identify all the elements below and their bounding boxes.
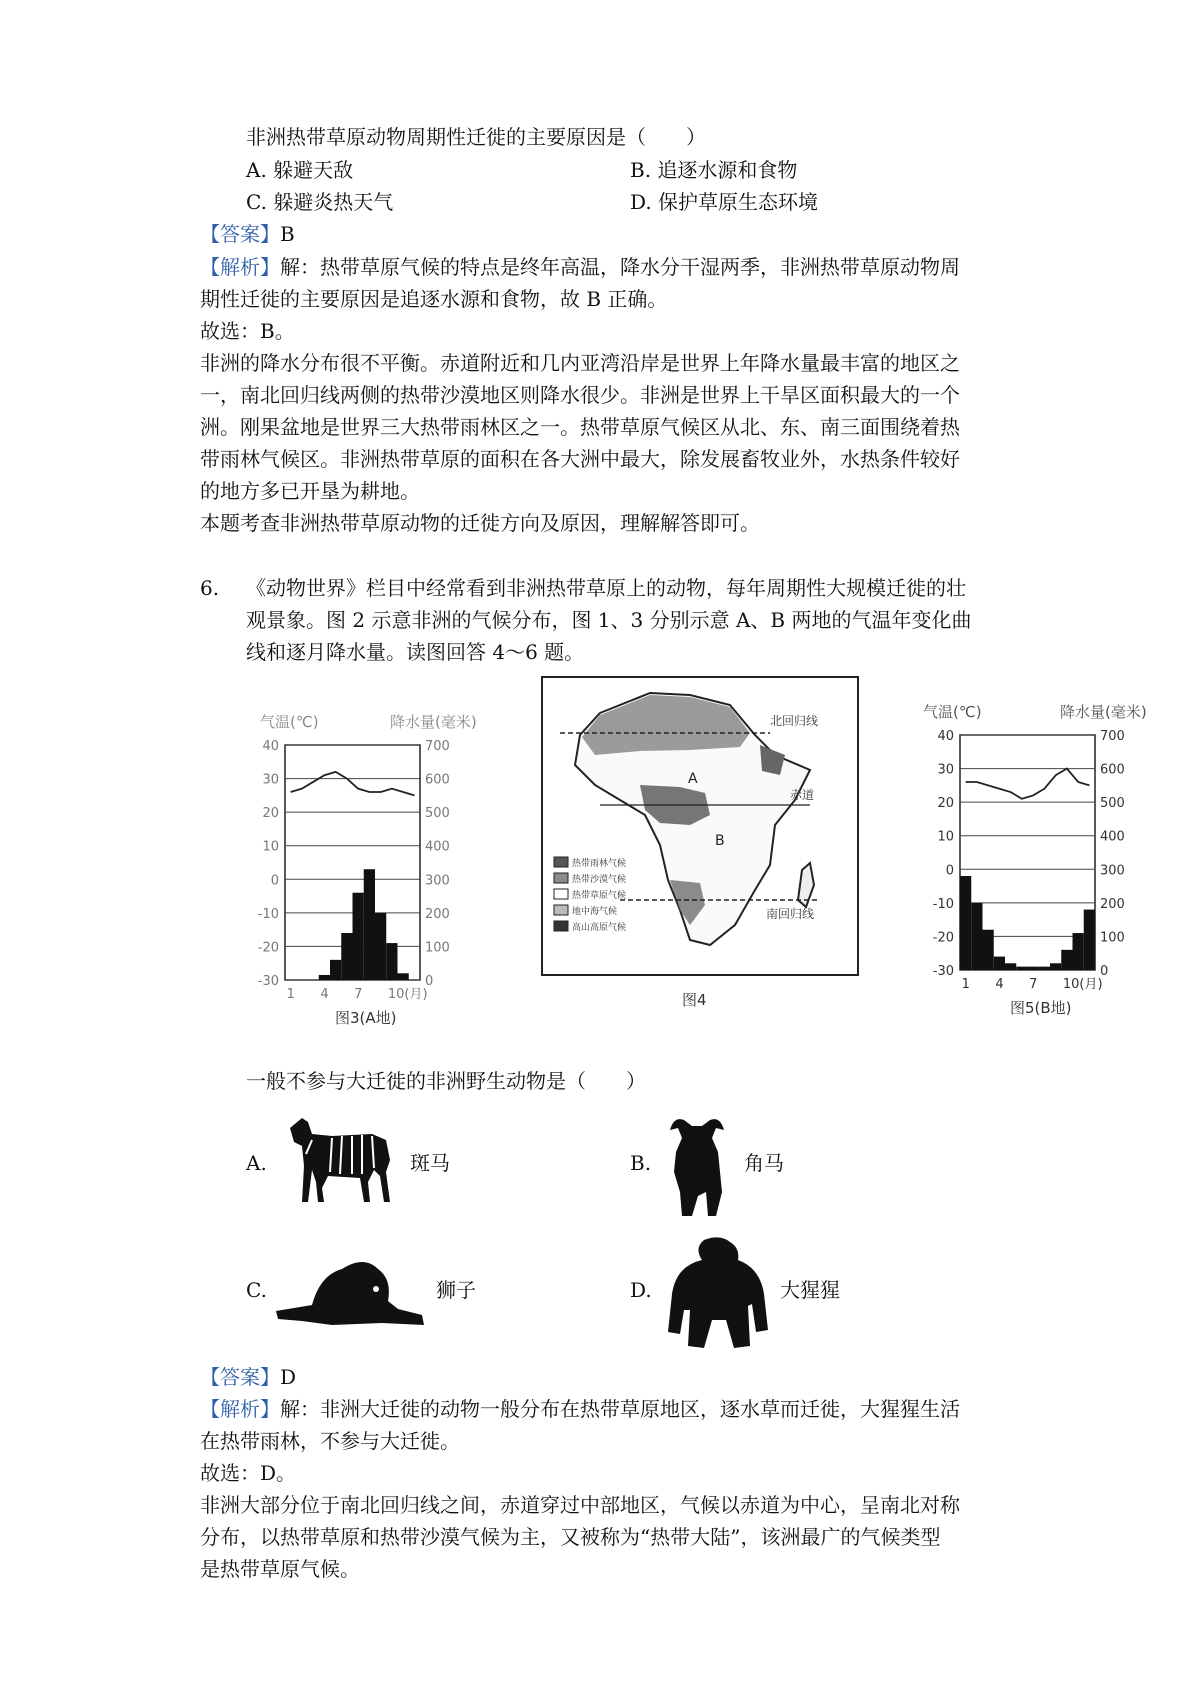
option-text: 躲避炎热天气: [273, 190, 394, 214]
legend-item: 热带雨林气候: [572, 859, 627, 869]
option-text: 追逐水源和食物: [657, 158, 798, 182]
q6-analysis-line-1: [200, 1394, 960, 1424]
climate-chart-a: [240, 705, 510, 1035]
precip-bar: [1016, 967, 1027, 970]
month-tick-label: 1: [961, 977, 970, 992]
temp-tick-label: -30: [257, 974, 279, 989]
temp-tick-label: 30: [262, 772, 279, 788]
temp-axis-label: 气温(℃): [923, 703, 982, 721]
q6-answer: [200, 1362, 296, 1392]
q5-note-2: 一，南北回归线两侧的热带沙漠地区则降水很少。非洲是世界上干旱区面积最大的一个: [200, 383, 960, 407]
precip-bar: [364, 869, 375, 980]
temp-tick-label: -30: [932, 964, 954, 979]
q6-option-b-letter: B.: [630, 1151, 652, 1175]
month-tick-label: 4: [320, 987, 329, 1002]
precip-tick-label: 700: [425, 739, 450, 754]
temp-tick-label: 20: [262, 806, 279, 822]
q6-intro-2: 观景象。图 2 示意非洲的气候分布，图 1、3 分别示意 A、B 两地的气温年变化曲: [246, 608, 972, 632]
precip-bar: [1061, 950, 1072, 970]
precip-bar: [1084, 910, 1095, 970]
temp-tick-label: -20: [257, 940, 279, 956]
precip-bar: [398, 973, 409, 980]
analysis-text: 解：热带草原气候的特点是终年高温，降水分干湿两季，非洲热带草原动物周: [280, 255, 960, 279]
precip-tick-label: 700: [1100, 729, 1125, 744]
answer-tag: 【答案】: [200, 222, 280, 246]
q5-note-1: 非洲的降水分布很不平衡。赤道附近和几内亚湾沿岸是世界上年降水量最丰富的地区之: [200, 351, 960, 375]
q6-option-a-text: 斑马: [410, 1151, 450, 1175]
figure-caption: 图3(A地): [335, 1009, 397, 1027]
q6-option-a-letter: A.: [246, 1151, 267, 1175]
climate-chart-b: [915, 695, 1185, 1025]
temp-tick-label: -10: [932, 896, 954, 912]
precip-bar: [341, 933, 352, 980]
q5-analysis-line-2: 期性迁徙的主要原因是追逐水源和食物，故 B 正确。: [200, 287, 668, 311]
q5-note-4: 带雨林气候区。非洲热带草原的面积在各大洲中最大，除发展畜牧业外，水热条件较好: [200, 447, 960, 471]
q6-intro-3: 线和逐月降水量。读图回答 4～6 题。: [246, 640, 585, 664]
q6-note-2: 分布，以热带草原和热带沙漠气候为主，又被称为“热带大陆”，该洲最广的气候类型: [200, 1525, 941, 1549]
answer-value: B: [280, 222, 295, 246]
temp-tick-label: 10: [262, 839, 279, 855]
month-tick-label: 7: [1029, 977, 1038, 992]
precip-axis-label: 降水量(毫米): [1060, 703, 1147, 721]
option-text: 躲避天敌: [273, 158, 354, 182]
month-tick-label: 10(月): [387, 987, 428, 1002]
q6-intro-1: 《动物世界》栏目中经常看到非洲热带草原上的动物，每年周期性大规模迁徙的壮: [246, 576, 966, 600]
q5-stem: 非洲热带草原动物周期性迁徙的主要原因是（ ）: [246, 125, 706, 149]
temp-tick-label: -10: [257, 906, 279, 922]
precip-bar: [319, 975, 330, 980]
precip-bar: [375, 913, 386, 980]
q6-option-b-text: 角马: [744, 1151, 784, 1175]
precip-tick-label: 400: [1100, 829, 1125, 845]
q6-option-d-text: 大猩猩: [780, 1278, 840, 1302]
precip-bar: [994, 957, 1005, 970]
gorilla-icon: [664, 1234, 774, 1354]
month-tick-label: 4: [995, 977, 1004, 992]
q6-number: 6.: [200, 576, 220, 600]
precip-tick-label: 300: [1100, 863, 1125, 879]
analysis-tag: 【解析】: [200, 1397, 280, 1421]
q6-option-d-letter: D.: [630, 1278, 652, 1302]
q5-option-b: [630, 155, 797, 185]
temperature-curve: [966, 769, 1090, 799]
temp-tick-label: 40: [262, 739, 279, 754]
q5-answer: [200, 219, 295, 249]
precip-tick-label: 100: [1100, 930, 1125, 946]
temperature-curve: [291, 772, 415, 796]
temp-tick-label: 10: [937, 829, 954, 845]
q5-note-3: 洲。刚果盆地是世界三大热带雨林区之一。热带草原气候区从北、东、南三面围绕着热: [200, 415, 960, 439]
precip-bar: [386, 943, 397, 980]
q6-choose: 故选：D。: [200, 1461, 297, 1485]
precip-tick-label: 100: [425, 940, 450, 956]
precip-tick-label: 500: [425, 806, 450, 822]
precip-bar: [1005, 963, 1016, 970]
answer-value: D: [280, 1365, 297, 1389]
zebra-icon: [282, 1110, 402, 1210]
figure-caption: 图4: [682, 991, 707, 1009]
q6-option-c-text: 狮子: [436, 1278, 476, 1302]
q6-note-1: 非洲大部分位于南北回归线之间，赤道穿过中部地区，气候以赤道为中心，呈南北对称: [200, 1493, 960, 1517]
precip-bar: [971, 903, 982, 970]
tropic-north-label: 北回归线: [770, 714, 819, 728]
q6-option-c-letter: C.: [246, 1278, 267, 1302]
precip-tick-label: 600: [1100, 762, 1125, 778]
q5-option-a: [246, 155, 353, 185]
precip-bar: [353, 893, 364, 980]
precip-bar: [960, 876, 971, 970]
lion-icon: [272, 1245, 432, 1335]
q6-stem: 一般不参与大迁徙的非洲野生动物是（ ）: [246, 1069, 646, 1093]
precip-bar: [1050, 963, 1061, 970]
africa-climate-map: [540, 675, 860, 1015]
legend-item: 高山高原气候: [572, 923, 627, 933]
precip-tick-label: 400: [425, 839, 450, 855]
precip-axis-label: 降水量(毫米): [390, 713, 477, 731]
temp-tick-label: 0: [945, 863, 954, 879]
temp-tick-label: -20: [932, 930, 954, 946]
month-tick-label: 10(月): [1062, 977, 1103, 992]
q5-choose: 故选：B。: [200, 319, 295, 343]
month-tick-label: 7: [354, 987, 363, 1002]
equator-label: 赤道: [790, 788, 815, 802]
precip-tick-label: 200: [1100, 896, 1125, 912]
legend-item: 热带沙漠气候: [572, 875, 627, 885]
precip-tick-label: 500: [1100, 796, 1125, 812]
precip-tick-label: 300: [425, 873, 450, 889]
analysis-text: 解：非洲大迁徙的动物一般分布在热带草原地区，逐水草而迁徙，大猩猩生活: [280, 1397, 960, 1421]
q6-note-3: 是热带草原气候。: [200, 1557, 360, 1581]
point-b-label: B: [715, 833, 725, 849]
temp-tick-label: 40: [937, 729, 954, 744]
q6-analysis-line-2: 在热带雨林，不参与大迁徙。: [200, 1429, 460, 1453]
month-tick-label: 1: [286, 987, 295, 1002]
wildebeest-icon: [662, 1112, 732, 1222]
legend-item: 热带草原气候: [572, 891, 627, 901]
precip-bar: [1039, 967, 1050, 970]
q5-note-5: 的地方多已开垦为耕地。: [200, 479, 420, 503]
q5-option-d: [630, 187, 818, 217]
figure-caption: 图5(B地): [1010, 999, 1072, 1017]
option-letter: A.: [246, 158, 267, 182]
option-letter: D.: [630, 190, 652, 214]
precip-tick-label: 0: [1100, 964, 1109, 979]
precip-bar: [330, 960, 341, 980]
precip-bar: [983, 930, 994, 970]
temp-axis-label: 气温(℃): [260, 713, 319, 731]
precip-tick-label: 200: [425, 906, 450, 922]
precip-tick-label: 600: [425, 772, 450, 788]
precip-bar: [1028, 967, 1039, 970]
temp-tick-label: 30: [937, 762, 954, 778]
temp-tick-label: 0: [270, 873, 279, 889]
precip-tick-label: 0: [425, 974, 434, 989]
q5-analysis-line-1: [200, 252, 960, 282]
answer-tag: 【答案】: [200, 1365, 280, 1389]
option-letter: C.: [246, 190, 267, 214]
q5-note-6: 本题考查非洲热带草原动物的迁徙方向及原因，理解解答即可。: [200, 511, 760, 535]
option-text: 保护草原生态环境: [658, 190, 819, 214]
q5-option-c: [246, 187, 393, 217]
precip-bar: [1073, 933, 1084, 970]
analysis-tag: 【解析】: [200, 255, 280, 279]
tropic-south-label: 南回归线: [766, 907, 815, 921]
option-letter: B.: [630, 158, 652, 182]
temp-tick-label: 20: [937, 796, 954, 812]
point-a-label: A: [688, 771, 698, 787]
legend-item: 地中海气候: [572, 907, 618, 917]
